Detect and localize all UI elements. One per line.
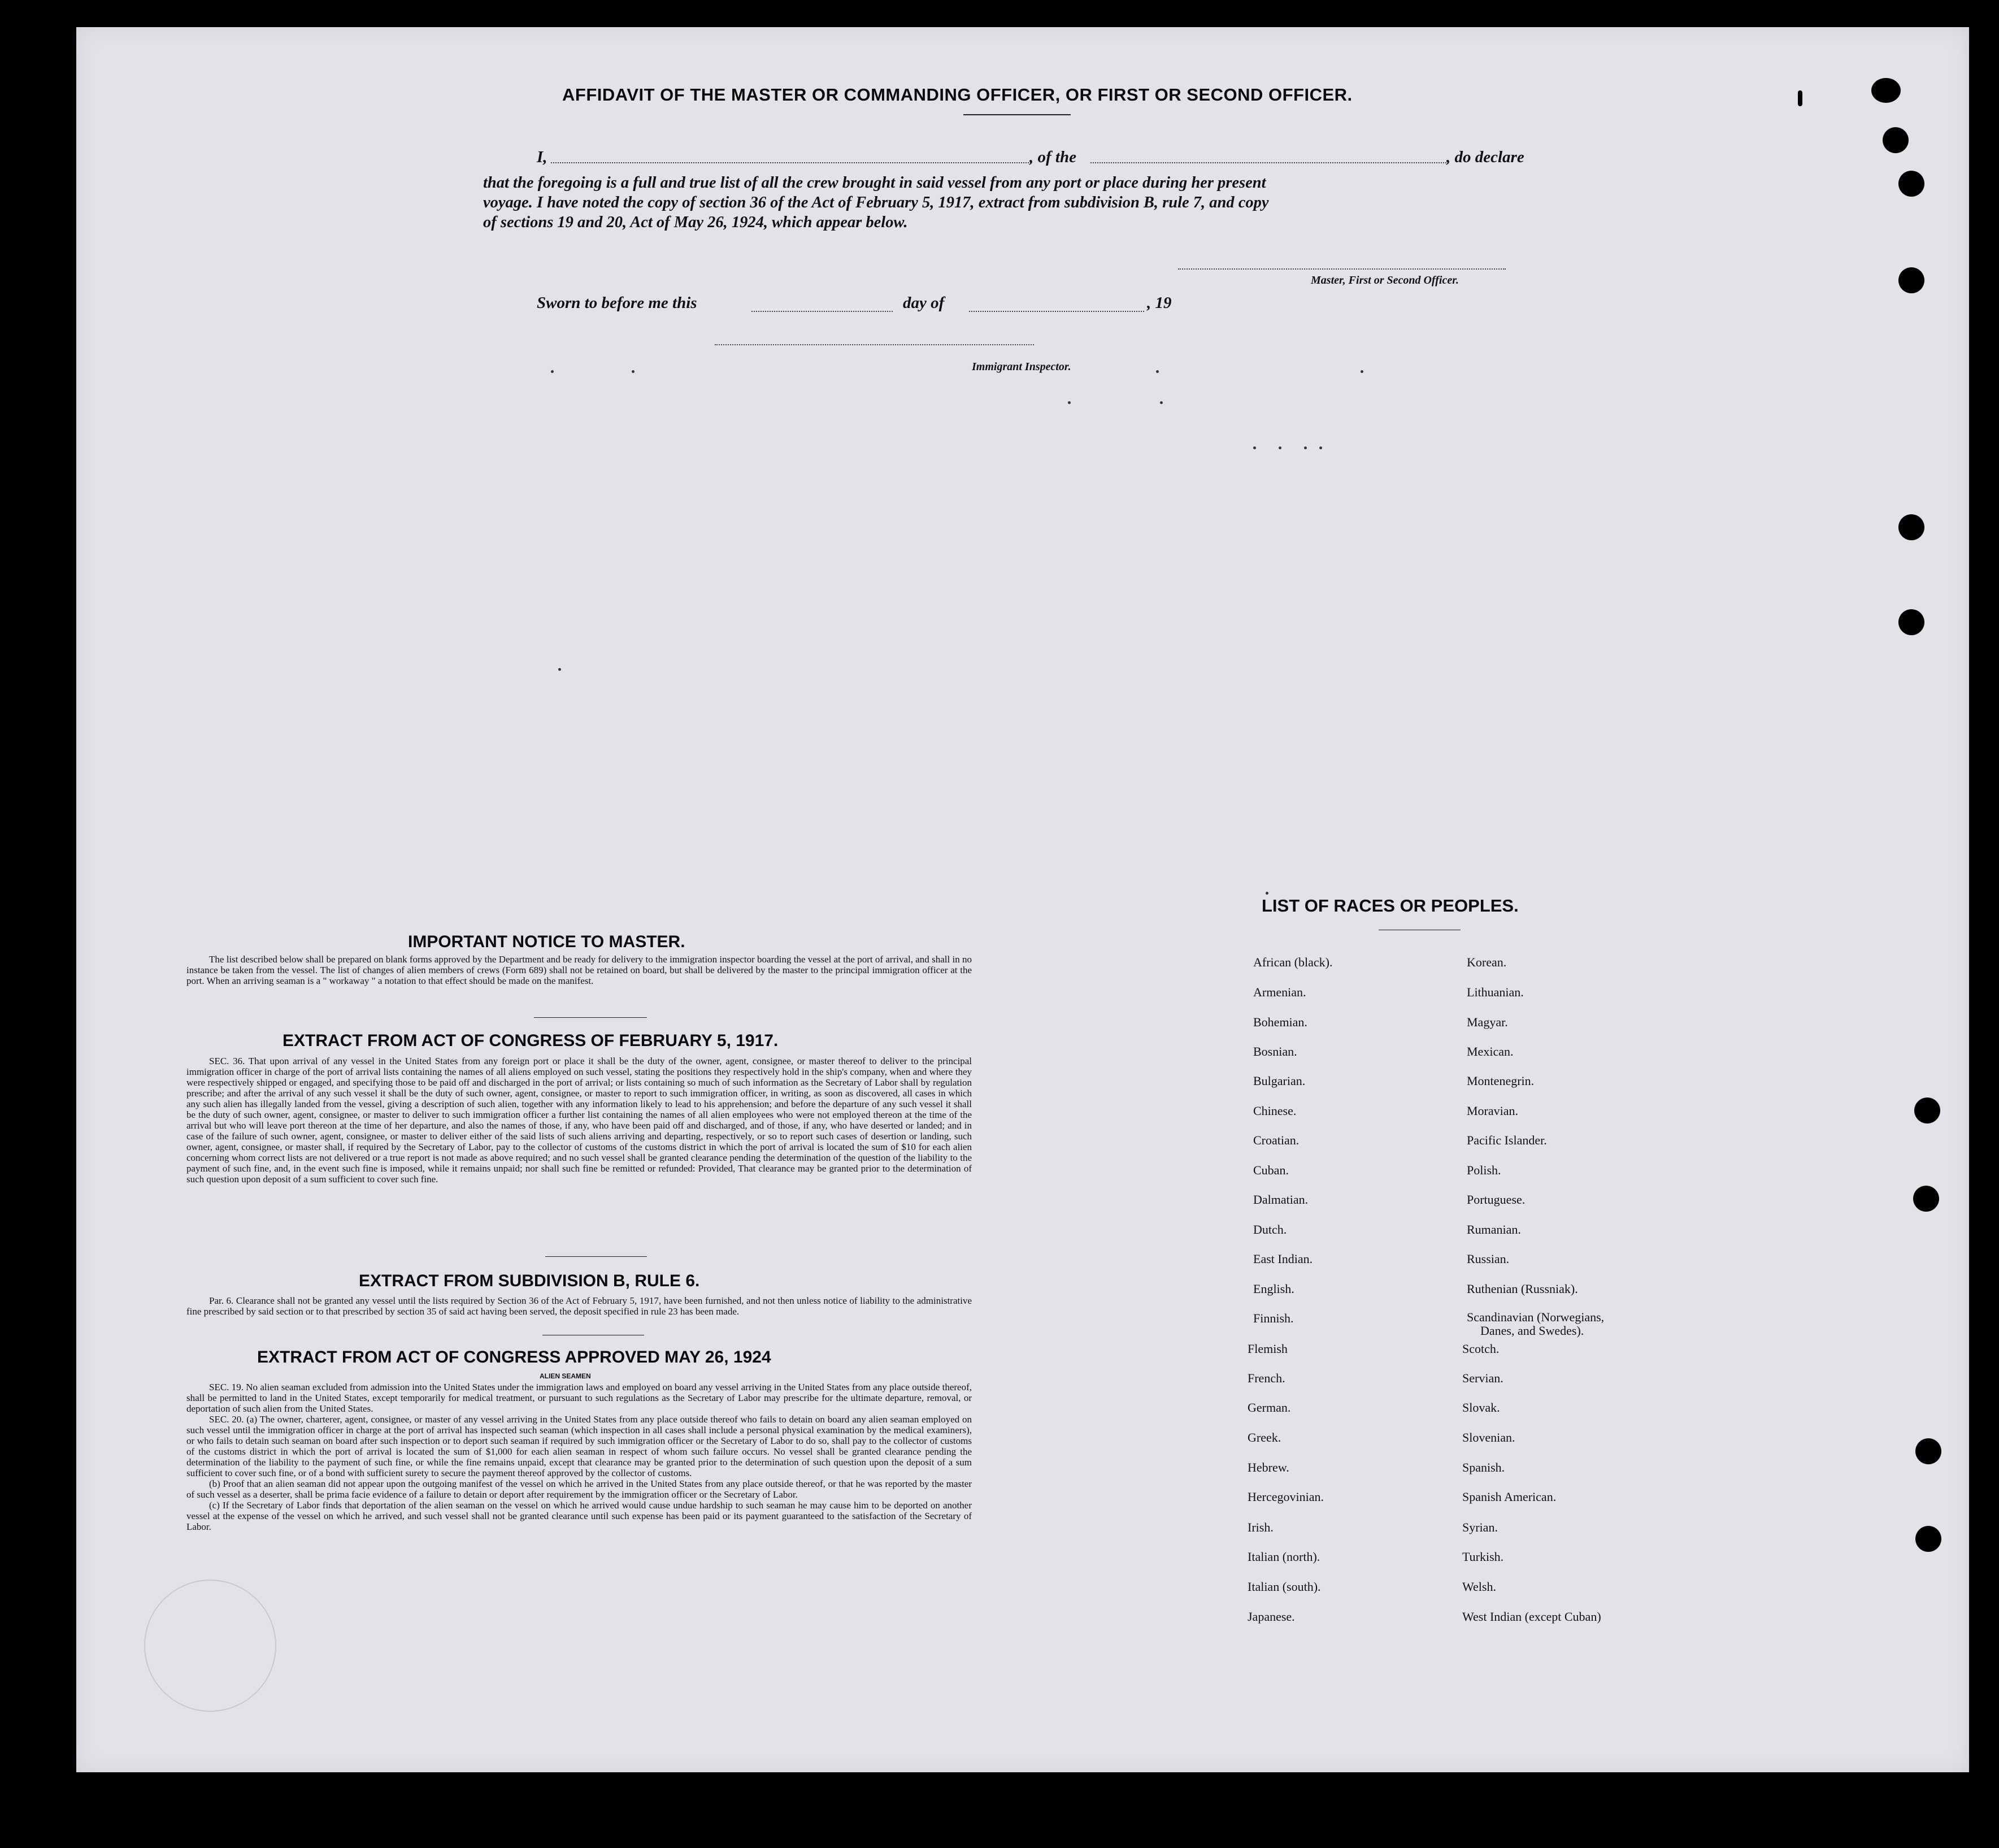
sworn-label: Sworn to before me this [537, 294, 697, 312]
punch-hole [1915, 1526, 1941, 1552]
punch-hole [1883, 127, 1909, 153]
affidavit-line-1: that the foregoing is a full and true list of all the crew brought in said vessel from any port or place during her present [483, 174, 1266, 192]
race-item-right: Servian. [1462, 1371, 1503, 1385]
race-item-right: Scandinavian (Norwegians, [1467, 1310, 1605, 1324]
affidavit-of-the-label: , of the [1029, 148, 1076, 166]
race-item-right: Pacific Islander. [1467, 1133, 1547, 1147]
ink-speck [1279, 446, 1281, 449]
races-title: LIST OF RACES OR PEOPLES. [1262, 896, 1519, 916]
sec19-paragraph: SEC. 19. No alien seaman excluded from admission into the United States under the immigration laws and employed on board any vessel arriving in the United States from any place outside thereof, shall be permitted to land in the United States, except temporarily for medical treatment, or pursuant to such regulations as the Secretary of Labor may prescribe for the ultimate departure, removal, or deportation of such alien from the United States. [186, 1382, 972, 1414]
race-item-right: Scotch. [1462, 1342, 1500, 1356]
inspector-signature-line[interactable] [715, 344, 1034, 345]
affidavit-line-3: of sections 19 and 20, Act of May 26, 1924, which appear below. [483, 214, 908, 231]
race-item-right: Turkish. [1462, 1550, 1504, 1564]
rule6-paragraph: Par. 6. Clearance shall not be granted any vessel until the lists required by Section 36 of the Act of February 5, 1917, have been furnished, and not then unless notice of liability to the administrative fine prescribed by said section or to that prescribed by section 35 of said act having been served, the deposit specified in rule 23 has been made. [186, 1295, 972, 1317]
race-item-left: German. [1248, 1400, 1291, 1415]
ink-speck [558, 668, 561, 671]
race-item-left: Italian (south). [1248, 1580, 1321, 1594]
notice-paragraph: The list described below shall be prepared on blank forms approved by the Department and be ready for delivery to the immigration inspector boarding the vessel at the port of arrival, and shall in no instance be taken from the vessel. The list of changes of alien members of crews (Form 689) shall not be retained on board, but shall be delivered by the master to the principal immigration officer at the port. When an arriving seaman is a " workaway " a notation to that effect should be made on the manifest. [186, 954, 972, 986]
race-item-right: Moravian. [1467, 1104, 1519, 1118]
race-item-left: Hebrew. [1248, 1460, 1289, 1474]
sec20a-paragraph: SEC. 20. (a) The owner, charterer, agent, consignee, or master of any vessel arriving in the United States from any place outside thereof who fails to detain on board any alien seaman employed on such vessel until the immigration officer in charge at the port of arrival has inspected such seaman (which inspection in all cases shall include a personal physical examination by the medical examiners), or who fails to detain such seaman on board after such inspection or to deport such seaman if required by such immigration officer or the Secretary of Labor to do so, shall pay to the collector of customs of the customs district in which the port of arrival is located the sum of $1,000 for each alien seaman in respect of whom such failure occurs. No vessel shall be granted clearance pending the determination of the liability to the payment of such fine, or while the fine remains unpaid, except that clearance may be granted prior to the determination of such question upon the deposit of a sum sufficient to cover such fine, or of a bond with sufficient surety to secure the payment thereof approved by the collector of customs. [186, 1414, 972, 1478]
race-item-right: Polish. [1467, 1163, 1501, 1177]
race-item-right: Spanish American. [1462, 1490, 1557, 1504]
inspector-label: Immigrant Inspector. [972, 361, 1071, 373]
punch-hole [1898, 609, 1924, 635]
race-item-right: Mexican. [1467, 1044, 1514, 1059]
race-item-left: Hercegovinian. [1248, 1490, 1324, 1504]
ink-speck [1319, 446, 1322, 449]
section-36-paragraph: SEC. 36. That upon arrival of any vessel in the United States from any foreign port or place it shall be the duty of the owner, agent, consignee, or master thereof to deliver to the principal immigration officer in charge of the port of arrival lists containing the names of all aliens employed on such vessel, stating the positions they respectively hold in the ship's company, when and where they were respectively shipped or engaged, and specifying those to be paid off and discharged in the port of arrival; or lists containing so much of such information as the Secretary of Labor shall by regulation prescribe; and after the arrival of any such vessel it shall be the duty of such owner, agent, consignee, or master to report to such immigration officer, in writing, as soon as discovered, all cases in which any such alien has illegally landed from the vessel, giving a description of such alien, together with any information likely to lead to his apprehension; and before the departure of any such vessel it shall be the duty of such owner, agent, consignee, or master to deliver to such immigration officer a further list containing the names of all alien employees who were not employed thereon at the time of the arrival but who will leave port thereon at the time of her departure, and also the names of those, if any, who have been paid off and discharged, and of those, if any, who have deserted or landed; and in case of the failure of such owner, agent, consignee, or master to deliver either of the said lists of such aliens arriving and departing, respectively, or so to report such cases of desertion or landing, such owner, agent, consignee, or master shall, if required by the Secretary of Labor, pay to the collector of customs of the customs district in which the port of arrival is located the sum of $10 for each alien concerning whom correct lists are not delivered or a true report is not made as above required; and no such vessel shall be granted clearance pending the determination of the question of the liability to the payment of such fine, and, in the event such fine is imposed, while it remains unpaid; nor shall such fine be remitted or refunded: Provided, That clearance may be granted prior to the determination of such question upon deposit of a sum sufficient to cover such fine. [186, 1056, 972, 1185]
sec20c-paragraph: (c) If the Secretary of Labor finds that deportation of the alien seaman on the vessel on which he arrived would cause undue hardship to such seaman he may cause him to be deported on another vessel at the expense of the vessel on which he arrived, and such vessel shall not be granted clearance until such expense has been paid or its payment guaranteed to the satisfaction of the Secretary of Labor. [186, 1500, 972, 1532]
race-item-right: Slovak. [1462, 1400, 1500, 1415]
race-item-left: Greek. [1248, 1430, 1281, 1444]
race-item-right: Slovenian. [1462, 1430, 1515, 1444]
race-item-left: Bohemian. [1253, 1015, 1307, 1029]
race-item-left: Japanese. [1248, 1610, 1295, 1624]
race-item-left: Flemish [1248, 1342, 1288, 1356]
race-item-left: Bulgarian. [1253, 1074, 1306, 1088]
race-item-right: Portuguese. [1467, 1192, 1526, 1207]
notice-title: IMPORTANT NOTICE TO MASTER. [408, 932, 685, 951]
race-item-left: English. [1253, 1282, 1294, 1296]
ink-speck [1304, 446, 1307, 449]
punch-hole [1913, 1186, 1939, 1212]
race-item-scandinavian-cont: Danes, and Swedes). [1480, 1324, 1584, 1338]
sec20b-paragraph: (b) Proof that an alien seaman did not appear upon the outgoing manifest of the vessel on which he arrived in the United States from any place outside thereof, or that he was reported by the master of such vessel as a deserter, shall be prima facie evidence of a failure to detain or deport after requirement by the immigration officer or the Secretary of Labor. [186, 1478, 972, 1500]
ink-speck [1160, 401, 1163, 404]
page-edge-mark [1798, 90, 1802, 106]
race-item-right: Korean. [1467, 955, 1507, 969]
race-item-left: Finnish. [1253, 1311, 1294, 1325]
race-item-left: Irish. [1248, 1520, 1274, 1534]
race-item-left: Bosnian. [1253, 1044, 1297, 1059]
notice-divider [534, 1017, 647, 1018]
extract-1924-body [186, 1382, 972, 1532]
ink-speck [1361, 370, 1363, 373]
race-item-right: Welsh. [1462, 1580, 1496, 1594]
master-signature-label: Master, First or Second Officer. [1311, 274, 1459, 287]
title-underline [963, 114, 1071, 115]
extract-1917-title: EXTRACT FROM ACT OF CONGRESS OF FEBRUARY 5, 1917. [283, 1031, 779, 1050]
affidavit-declare-label: , do declare [1446, 148, 1524, 166]
sworn-day-line[interactable] [751, 311, 893, 312]
race-item-right: West Indian (except Cuban) [1462, 1610, 1601, 1624]
vessel-blank-line[interactable] [1090, 162, 1446, 163]
race-item-right: Magyar. [1467, 1015, 1508, 1029]
race-item-left: Armenian. [1253, 985, 1306, 999]
race-item-right: Ruthenian (Russniak). [1467, 1282, 1578, 1296]
punch-hole [1915, 1438, 1941, 1464]
extract-1924-title: EXTRACT FROM ACT OF CONGRESS APPROVED MAY 26, 1924 [257, 1348, 771, 1367]
affidavit-line-2: voyage. I have noted the copy of section 36 of the Act of February 5, 1917, extract from subdivision B, rule 7, and copy [483, 194, 1269, 211]
affidavit-title: AFFIDAVIT OF THE MASTER OR COMMANDING OFFICER, OR FIRST OR SECOND OFFICER. [562, 85, 1353, 105]
rule6-body [186, 1295, 972, 1317]
ink-speck [632, 370, 635, 373]
race-item-left: French. [1248, 1371, 1285, 1385]
race-item-right: Syrian. [1462, 1520, 1498, 1534]
rule6-title: EXTRACT FROM SUBDIVISION B, RULE 6. [359, 1272, 700, 1290]
year-label: , 19 [1147, 294, 1172, 312]
ink-speck [1266, 892, 1268, 895]
sworn-month-line[interactable] [969, 311, 1144, 312]
race-item-left: Croatian. [1253, 1133, 1300, 1147]
name-blank-line[interactable] [551, 162, 1031, 163]
ink-speck [1253, 446, 1256, 449]
race-item-left: East Indian. [1253, 1252, 1313, 1266]
race-item-left: Dutch. [1253, 1222, 1287, 1237]
race-item-left: Dalmatian. [1253, 1192, 1309, 1207]
race-item-left: African (black). [1253, 955, 1333, 969]
punch-hole [1871, 78, 1901, 103]
punch-hole [1898, 267, 1924, 293]
race-item-right: Rumanian. [1467, 1222, 1521, 1237]
notice-body [186, 954, 972, 986]
alien-seamen-subtitle: ALIEN SEAMEN [540, 1372, 591, 1380]
race-item-right: Spanish. [1462, 1460, 1505, 1474]
race-item-left: Italian (north). [1248, 1550, 1320, 1564]
race-item-left: Cuban. [1253, 1163, 1289, 1177]
extract-1917-divider [545, 1256, 647, 1257]
embossed-seal [144, 1580, 276, 1712]
race-item-left: Chinese. [1253, 1104, 1297, 1118]
affidavit-i-label: I, [537, 148, 547, 166]
day-of-label: day of [903, 294, 945, 312]
race-item-right: Russian. [1467, 1252, 1510, 1266]
extract-1917-body [186, 1056, 972, 1185]
punch-hole [1914, 1097, 1940, 1123]
master-signature-line[interactable] [1178, 268, 1506, 270]
ink-speck [551, 370, 554, 373]
race-item-right: Montenegrin. [1467, 1074, 1535, 1088]
ink-speck [1068, 401, 1071, 404]
punch-hole [1898, 514, 1924, 540]
ink-speck [1156, 370, 1159, 373]
punch-hole [1898, 171, 1924, 197]
race-item-right: Lithuanian. [1467, 985, 1524, 999]
